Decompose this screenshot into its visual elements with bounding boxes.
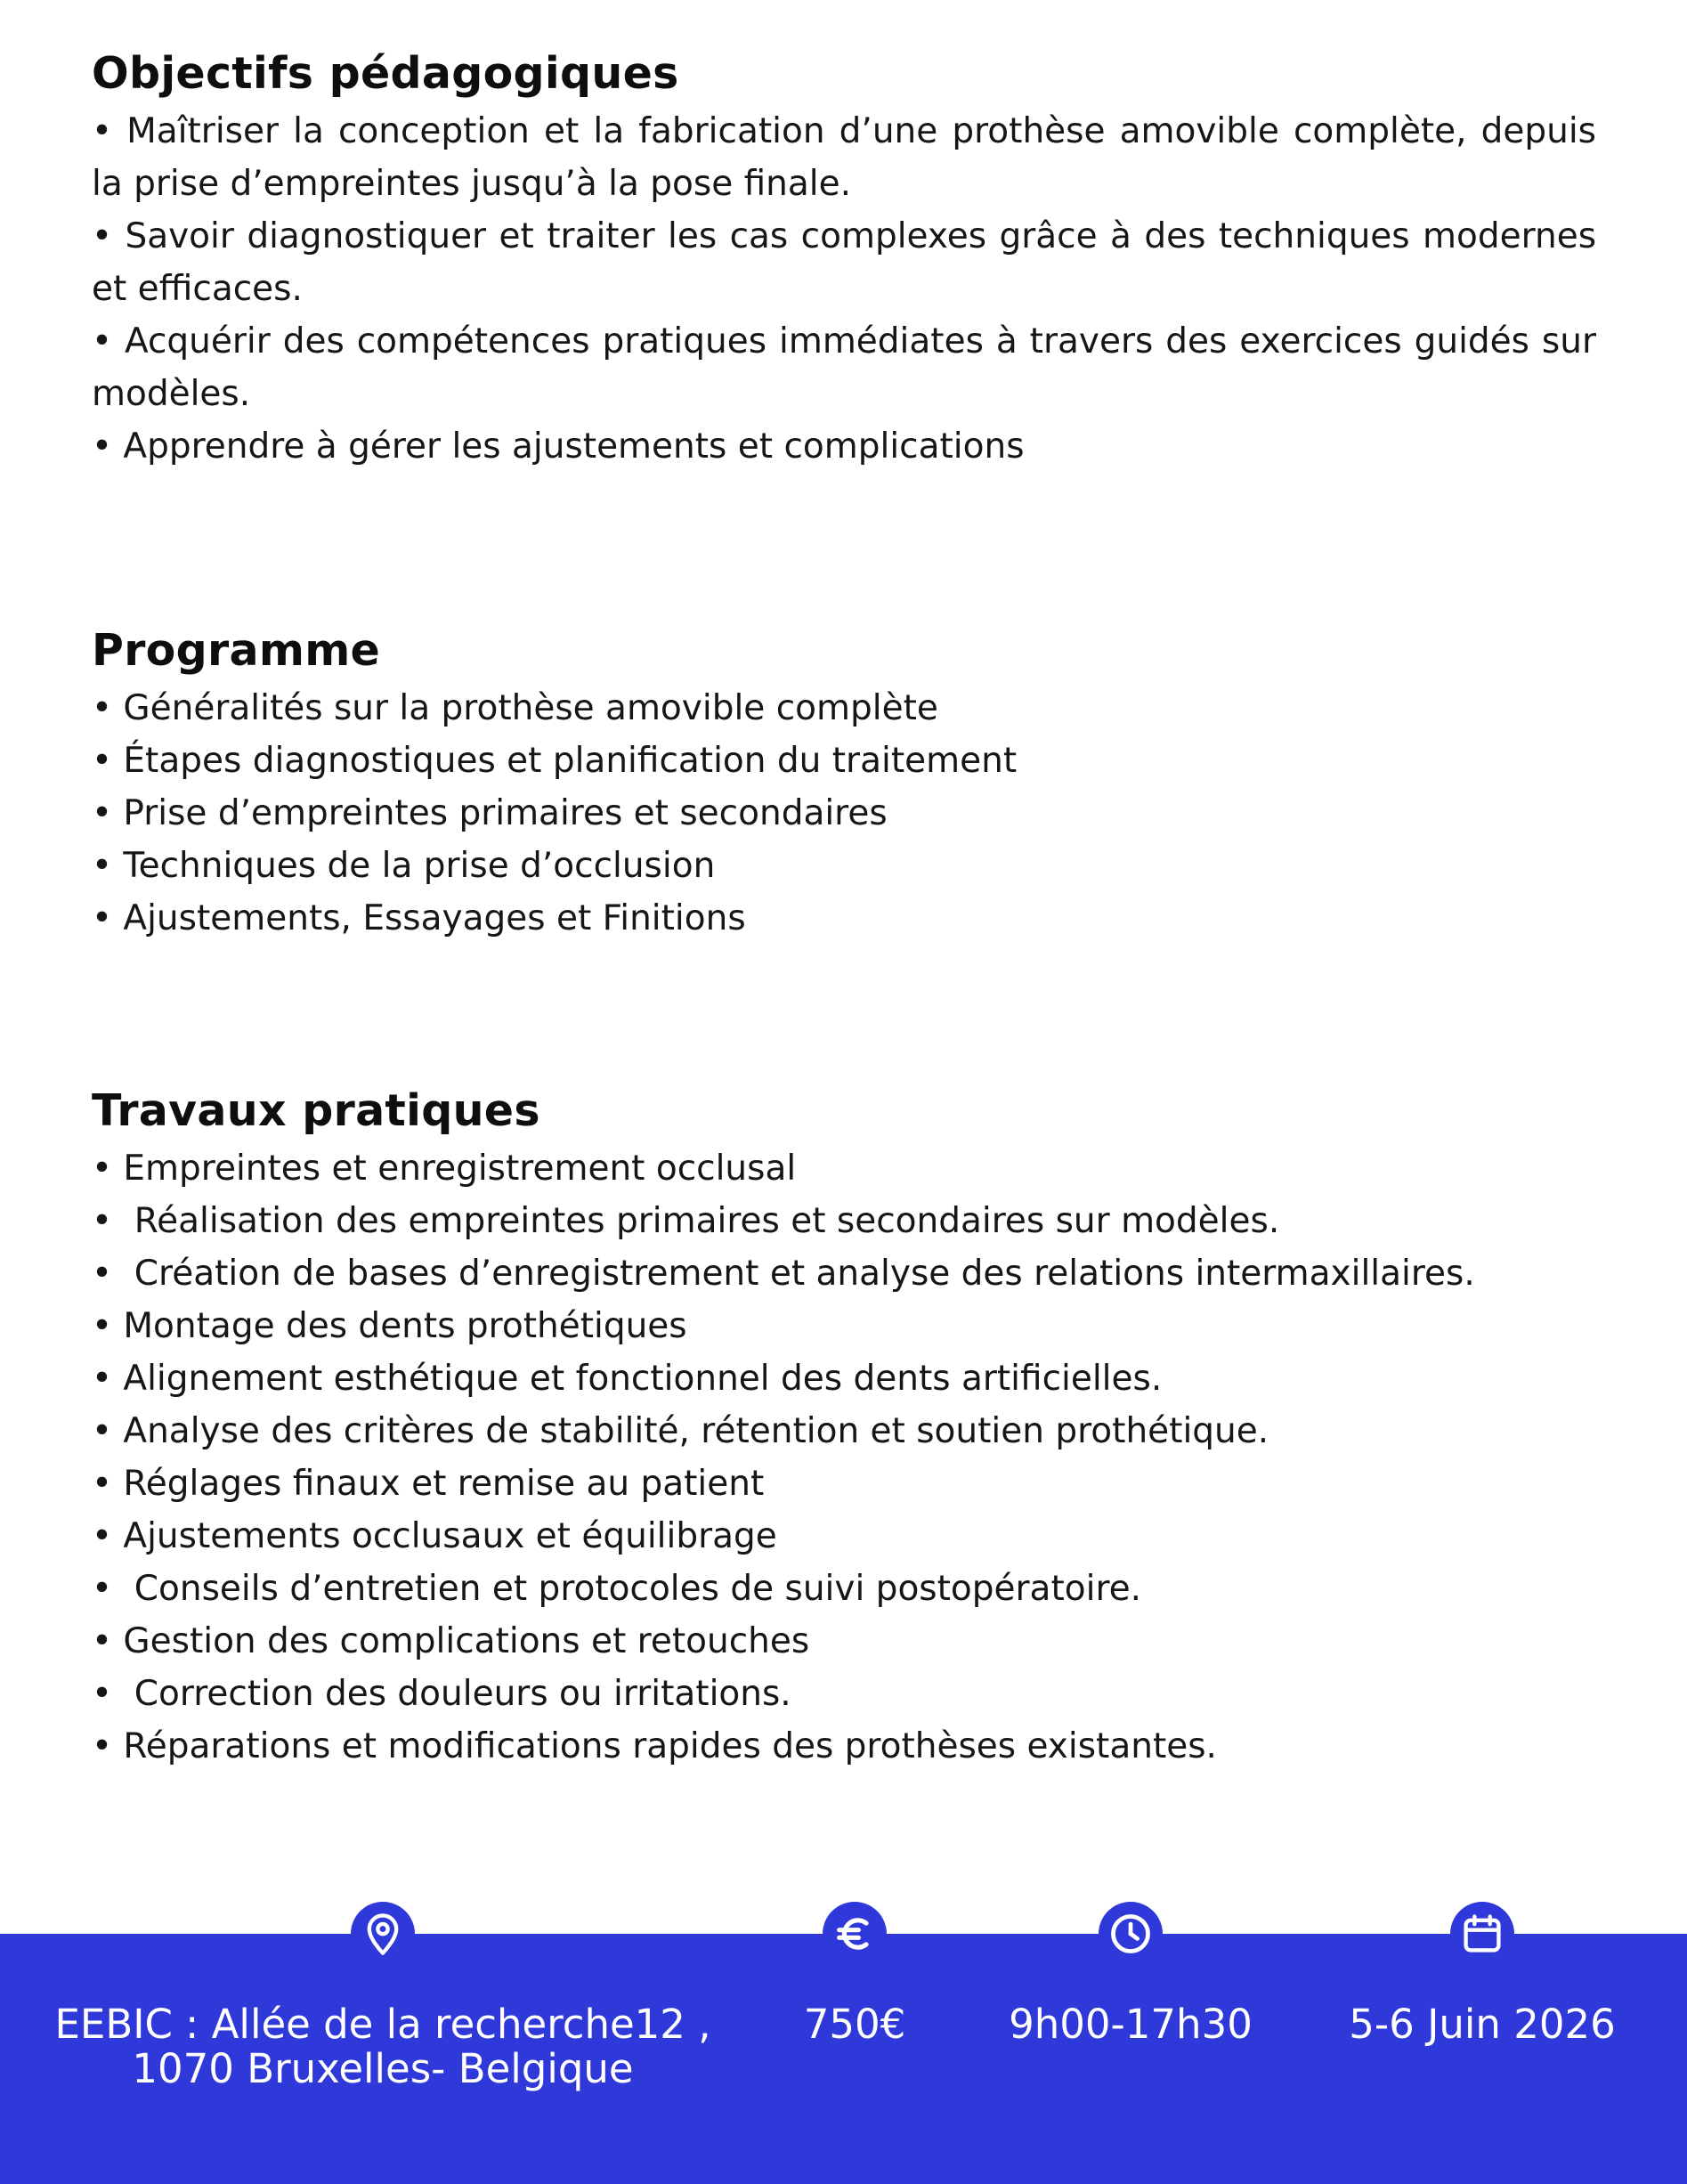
date-block [1318,1934,1647,2184]
list-item: • Réglages finaux et remise au patient [92,1457,1596,1510]
location-pin-icon [351,1902,415,1966]
travaux-section [92,1080,1596,1773]
clock-icon [1099,1902,1163,1966]
euro-icon [823,1902,887,1966]
price-block [766,1934,944,2184]
address-text [53,2002,712,2091]
address-block [53,1934,712,2184]
list-item: • Conseils d’entretien et protocoles de suivi postopératoire. [92,1563,1596,1615]
hours-text: 9h00-17h30 [1009,2001,1253,2048]
list-item: • Réparations et modifications rapides des prothèses existantes. [92,1720,1596,1773]
address-line-2: 1070 Bruxelles- Belgique [132,2045,634,2092]
list-item: • Acquérir des compétences pratiques immédiates à travers des exercices guidés sur modèles. [92,315,1596,420]
list-item: • Généralités sur la prothèse amovible complète [92,682,1596,735]
list-item: • Savoir diagnostiquer et traiter les cas complexes grâce à des techniques modernes et efficaces. [92,210,1596,315]
list-item: • Étapes diagnostiques et planification du traitement [92,735,1596,787]
hours-block [997,1934,1264,2184]
objectifs-section [92,43,1596,473]
list-item: • Prise d’empreintes primaires et secondaires [92,787,1596,840]
list-item: • Empreintes et enregistrement occlusal [92,1142,1596,1195]
date-text: 5-6 Juin 2026 [1349,2001,1616,2048]
objectifs-list [92,105,1596,473]
page-content [92,43,1596,1773]
info-footer [0,1934,1687,2184]
list-item: • Correction des douleurs ou irritations. [92,1668,1596,1720]
address-line-1: EEBIC : Allée de la recherche12 , [54,2001,711,2048]
price-text: 750€ [803,2001,906,2048]
calendar-icon [1450,1902,1514,1966]
list-item: • Apprendre à gérer les ajustements et complications [92,420,1596,473]
list-item: • Gestion des complications et retouches [92,1615,1596,1668]
list-item: • Réalisation des empreintes primaires et secondaires sur modèles. [92,1195,1596,1247]
list-item: • Maîtriser la conception et la fabrication d’une prothèse amovible complète, depuis la prise d’empreintes jusqu’à la pose finale. [92,105,1596,210]
list-item: • Ajustements, Essayages et Finitions [92,892,1596,945]
programme-section [92,620,1596,945]
list-item: • Ajustements occlusaux et équilibrage [92,1510,1596,1563]
list-item: • Montage des dents prothétiques [92,1300,1596,1352]
programme-list [92,682,1596,945]
travaux-list [92,1142,1596,1773]
list-item: • Techniques de la prise d’occlusion [92,840,1596,892]
programme-title: Programme [92,625,381,676]
objectifs-title: Objectifs pédagogiques [92,48,679,99]
list-item: • Alignement esthétique et fonctionnel des dents artificielles. [92,1352,1596,1405]
travaux-title: Travaux pratiques [92,1085,540,1136]
list-item: • Création de bases d’enregistrement et analyse des relations intermaxillaires. [92,1247,1596,1300]
list-item: • Analyse des critères de stabilité, rétention et soutien prothétique. [92,1405,1596,1457]
